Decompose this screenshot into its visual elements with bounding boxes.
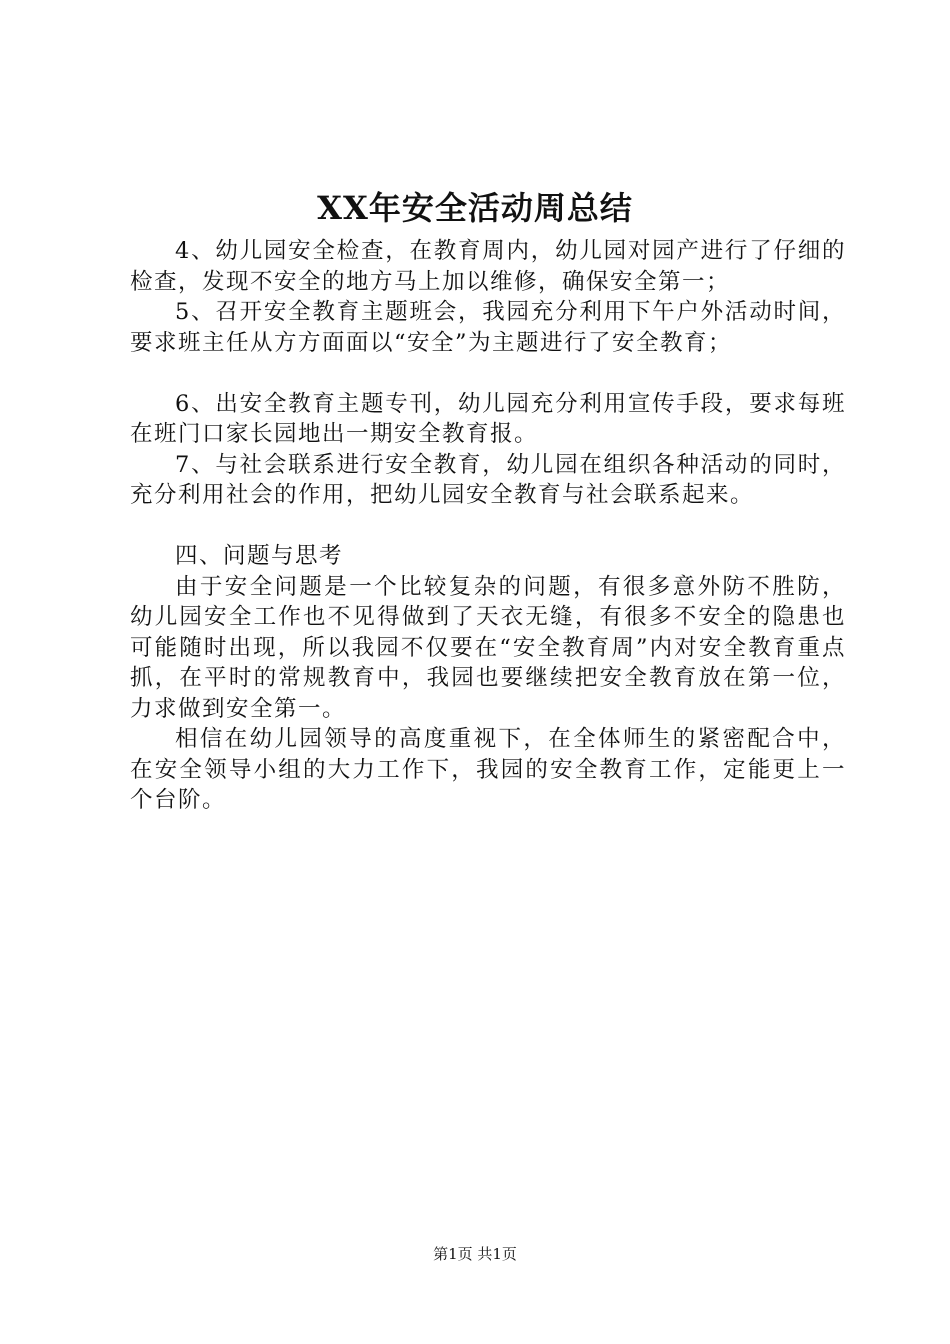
paragraph-item-4: 4、幼儿园安全检查，在教育周内，幼儿园对园产进行了仔细的检查，发现不安全的地方马上加以维修，确保安全第一； <box>130 238 846 295</box>
document-title: XX年安全活动周总结 <box>317 189 633 227</box>
page-footer: 第1页 共1页 <box>433 1245 517 1263</box>
paragraph-problems-reflection: 由于安全问题是一个比较复杂的问题，有很多意外防不胜防，幼儿园安全工作也不见得做到了天衣无缝，有很多不安全的隐患也可能随时出现，所以我园不仅要在“安全教育周”内对安全教育重点抓，在平时的常规教育中，我园也要继续把安全教育放在第一位，力求做到安全第一。 <box>130 573 846 722</box>
paragraph-item-7: 7、与社会联系进行安全教育，幼儿园在组织各种活动的同时，充分利用社会的作用，把幼儿园安全教育与社会联系起来。 <box>130 451 846 508</box>
paragraph-item-6: 6、出安全教育主题专刊，幼儿园充分利用宣传手段，要求每班在班门口家长园地出一期安全教育报。 <box>130 390 846 447</box>
section-heading-problems: 四、问题与思考 <box>175 543 344 569</box>
document-body <box>130 236 846 816</box>
paragraph-item-5: 5、召开安全教育主题班会，我园充分利用下午户外活动时间，要求班主任从方方面面以“安全”为主题进行了安全教育； <box>130 299 846 356</box>
paragraph-conclusion: 相信在幼儿园领导的高度重视下，在全体师生的紧密配合中，在安全领导小组的大力工作下，我园的安全教育工作，定能更上一个台阶。 <box>130 726 846 813</box>
